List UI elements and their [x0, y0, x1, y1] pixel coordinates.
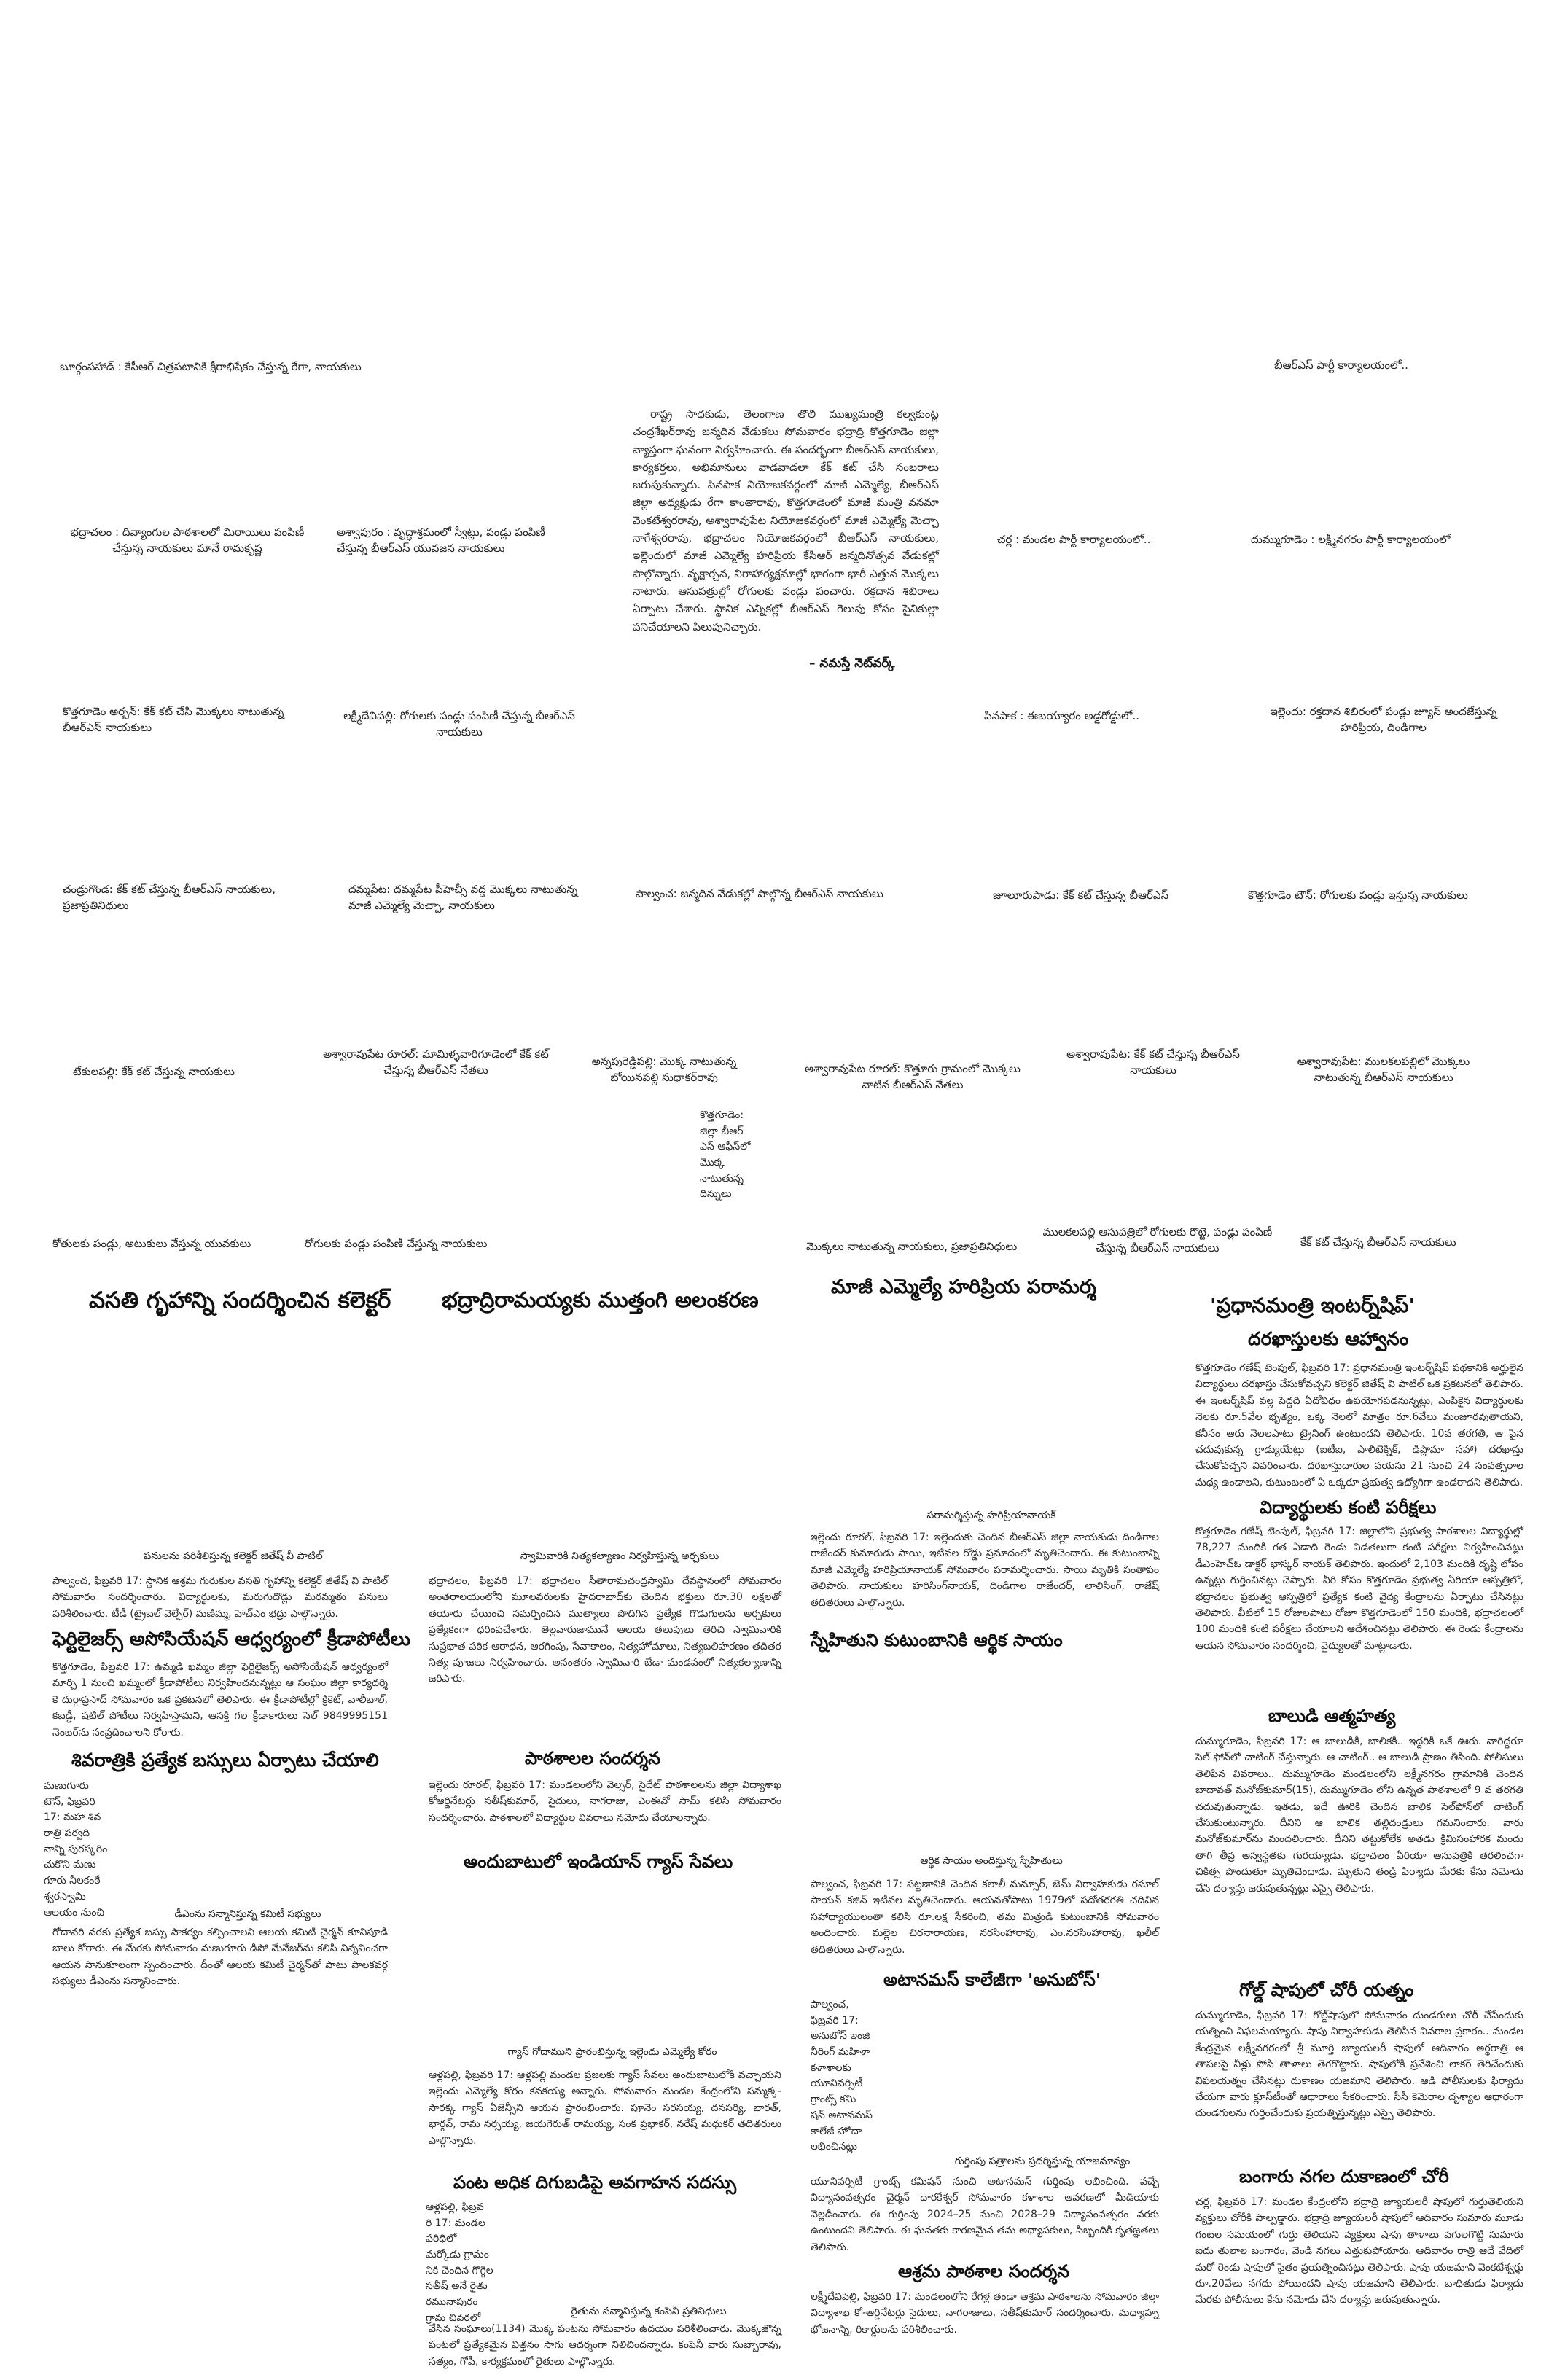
- article-paragraph: దుమ్ముగూడెం, ఫిబ్రవరి 17: ఆ బాలుడికి, బాలికకి.. ఇద్దరికీ ఒకే ఊరు. వారిద్దరూ సెల్ ఫోన్‌లో చాటింగ్ చేస్తున్నారు. ఆ చాటింగ్.. ఆ బాలుడి ప్రాణం తీసింది. పోలీసులు తెలిపిన వివరాలు.. దుమ్ముగూడెం మండలంలోని లక్ష్మీనగరం గ్రామానికి చెందిన బాదావత్ మనోజ్‌కుమార్(15), దుమ్ముగూడెం లోని ఉన్నత పాఠశాలలో 9 వ తరగతి చదువుతున్నాడు. ఇతడు, ఇదే ఊరికి చెందిన బాలిక సెల్‌ఫోన్‌లో చాటింగ్ చేసుకుంటున్నారు. దీనిని ఆ బాలిక తల్లిదండ్రులు గమనించారు. వారు మనోజ్‌కుమార్‌ను మందలించారు. దీనిని తట్టుకోలేక అతడు క్రిమిసంహారక మందు తాగి తీవ్ర అస్వస్థతకు గురయ్యాడు. భద్రాచలం ఏరియా ఆసుపత్రికి తరలించగా చికిత్స పొందుతూ మృతిచెందాడు. మృతుని తండ్రి ఫిర్యాదు మేరకు కేసు నమోదు చేసి దర్యాప్తు జరుపుతున్నట్లు ఎస్సై తెలిపారు.: [1195, 1736, 1523, 1895]
- photo-caption: ఇల్లెందు: రక్తదాన శిబిరంలో పండ్లు జ్యూస్ అందజేస్తున్న హరిప్రియ, దిండిగాల: [1270, 705, 1497, 734]
- article-body: [52, 1924, 388, 1994]
- article-narrow-column: [44, 1779, 124, 1921]
- article-body: [429, 2321, 781, 2373]
- photo-caption: కేక్ కట్ చేస్తున్న బీఆర్ఎస్ నాయకులు: [1300, 1236, 1456, 1249]
- article-line: రాత్రి పర్వది: [44, 1827, 90, 1840]
- feature-story: [633, 405, 939, 640]
- article-paragraph: చర్ల, ఫిబ్రవరి 17: మండల కేంద్రంలోని భద్రాద్రి జ్యూయలరీ షాపులో గుర్తుతెలియని వ్యక్తులు చోరీకి పాల్పడ్డారు. భద్రాద్రి జ్యూయలరీ షాపులో ఆదివారం సుమారు మూడు గంటల సమయంలో గుర్తు తెలియని వ్యక్తులు షాపు తాళాలు పగులగొట్టి సుమారు ఐదు తులాల బంగారం, వెండి నగలు ఎత్తుకుపోయారు. ఆదివారం రాత్రి ఆదే వేదిలో మరో రెండు షాపులో సైతం ప్రయత్నించినట్లు తెలిపారు. షాపు యజమాని వెంకటేశ్వర్లు రూ.20వేలు నగదు పోయిందని షాపు యజమాని తెలిపారు. బాధితుడు ఫిర్యాదు మేరకు పోలీసులు కేసు నమోదు చేసి దర్యాప్తు జరుపుతున్నారు.: [1195, 2196, 1523, 2306]
- photo-caption: ములకలపల్లి ఆసుపత్రిలో రోగులకు రొట్టె, పండ్లు పంపిణీ చేస్తున్న బీఆర్ఎస్ నాయకులు: [1042, 1225, 1273, 1255]
- photo-caption: స్వామివారికి నిత్యకల్యాణం నిర్వహిస్తున్న అర్చకులు: [520, 1550, 719, 1562]
- article-narrow-column: [811, 1997, 913, 2155]
- headline: వసతి గృహాన్ని సందర్శించిన కలెక్టర్: [89, 1287, 391, 1314]
- article-paragraph: వేసిన సంఘాలు(1134) మొక్క పంటను సోమవారం ఉదయం పరిశీలించారు. మొక్కజొన్న పంటలో ప్రత్యేకమైన విత్తనం సాగు ఆదర్శంగా నిలిచిందన్నారు. కంపెనీ వారు సుబ్బారావు, సత్యం, గోపీ, కార్యక్రమంలో రైతులు పాల్గొన్నారు.: [429, 2323, 781, 2368]
- photo-caption: చర్ల : మండల పార్టీ కార్యాలయంలో..: [997, 533, 1151, 546]
- article-paragraph: కొత్తగూడెం గణేష్ టెంపుల్, ఫిబ్రవరి 17: జిల్లాలోని ప్రభుత్వ పాఠశాలల విద్యార్థుల్లో 78,227 మందికి గత ఏడాది రెండు విడతలుగా కంటి పరీక్షలు నిర్వహించినట్లు డీఎంహెచ్ఓ డాక్టర్ భాస్కర్ నాయక్ తెలిపారు. ఇందులో 2,103 మందికి దృష్టి లోపం ఉన్నట్లు గుర్తించినట్లు చెప్పారు. వీరి కోసం కొత్తగూడెం ప్రభుత్వ ఏరియా ఆస్పత్రిలో, భద్రాచలం ప్రభుత్వ ఆస్పత్రిలో ప్రత్యేక కంటి వైద్య కేంద్రాలను ఏర్పాటు చేసినట్లు తెలిపారు. వీటిలో 15 రోజులపాటు రోజూ కొత్తగూడెంలో 150 మందికి, భద్రాచలంలో 100 మందికి కంటి పరీక్షలు చేయాలని ఆదేశించినట్లు తెలిపారు. ఈ రెండు కేంద్రాలను ఆయన సోమవారం సందర్శించి, వైద్యులతో మాట్లాడారు.: [1195, 1526, 1523, 1652]
- article-body: [1195, 2194, 1523, 2312]
- photo-caption: చండ్రుగొండ: కేక్ కట్ చేస్తున్న బీఆర్ఎస్ నాయకులు, ప్రజాప్రతినిధులు: [63, 883, 276, 912]
- caption-vertical: [700, 1108, 780, 1203]
- headline: విద్యార్థులకు కంటి పరీక్షలు: [1260, 1497, 1437, 1518]
- headline: భద్రాద్రిరామయ్యకు ముత్తంగి అలంకరణ: [442, 1287, 759, 1312]
- photo-caption: కొత్తగూడెం టౌన్: రోగులకు పండ్లు ఇస్తున్న నాయకులు: [1248, 889, 1468, 902]
- article-line: ఆలయం నుంచి: [44, 1906, 105, 1919]
- article-line: ఆళ్లపల్లి, ఫిబ్రవ: [426, 2201, 484, 2213]
- article-body: [811, 1529, 1159, 1615]
- photo-caption: రోగులకు పండ్లు పంపిణీ చేస్తున్న నాయకులు: [305, 1237, 488, 1250]
- photo-caption: కోతులకు పండ్లు, అటుకులు వేస్తున్న యువకులు: [52, 1237, 251, 1250]
- photo-caption: ఆర్థిక సాయం అందిస్తున్న స్నేహితులు: [920, 1855, 1063, 1867]
- photo-caption: దమ్మపేట: దమ్మపేట పీహెచ్సీ వద్ద మొక్కలు నాటుతున్న మాజీ ఎమ్మెల్యే మెచ్చా, నాయకులు: [348, 883, 578, 912]
- photo-caption: అన్నపురెడ్డిపల్లి: మొక్క నాటుతున్న బోయినపల్లి సుధాకర్‌రావు: [591, 1055, 737, 1084]
- subheadline: దరఖాస్తులకు ఆహ్వానం: [1248, 1328, 1409, 1349]
- headline: గోల్డ్ షాపులో చోరీ యత్నం: [1239, 1980, 1414, 2000]
- article-line: గ్రామ చివరలో: [426, 2311, 481, 2324]
- photo-caption: బూర్గంపహాడ్ : కేసీఆర్ చిత్రపటానికి క్షీరాభిషేకం చేస్తున్న రేగా, నాయకులు: [60, 360, 362, 373]
- caption-line: జిల్లా బీఆర్: [700, 1125, 744, 1137]
- photo-caption: కొత్తగూడెం అర్బన్: కేక్ కట్ చేసి మొక్కలు నాటుతున్న బీఆర్ఎస్ నాయకులు: [63, 705, 284, 734]
- photo-caption: డీఎంను సన్మానిస్తున్న కమిటీ సభ్యులు: [174, 1908, 321, 1920]
- photo-caption: అశ్వారావుపేట: ములకలపల్లిలో మొక్కలు నాటుతున్న బీఆర్ఎస్ నాయకులు: [1297, 1055, 1470, 1084]
- headline: ఆశ్రమ పాఠశాల సందర్శన: [898, 2261, 1070, 2282]
- article-line: రి 17: మండల: [426, 2217, 485, 2229]
- headline: బంగారు నగల దుకాణంలో చోరీ: [1239, 2166, 1449, 2187]
- caption-line: ఎస్ ఆఫీస్‌లో: [700, 1141, 751, 1153]
- photo-caption: భద్రాచలం : దివ్యాంగుల పాఠశాలలో మిఠాయిలు పంపిణీ చేస్తున్న నాయకులు మానే రామకృష్ణ: [70, 526, 305, 555]
- article-paragraph: పాల్వంచ, ఫిబ్రవరి 17: పట్టణానికి చెందిన కలాలీ మన్సూర్, జెమ్ నిర్వాహకుడు రసూల్ సాయన్ కజిన్ ఇటీవల మృతిచెందారు. ఆయనతోపాటు 1979లో పదోతరగతి చదివిన సహాధ్యాయులంతా కలిసి రూ.లక్ష సేకరించి, తమ మిత్రుడి కుటుంబానికి సోమవారం అందించారు. మల్లెల చిరనారాయణ, నరసింహారావు, ఎం.నరసింహారావు, ఖలీల్ తదితరులు పాల్గొన్నారు.: [811, 1878, 1159, 1956]
- photo-caption: గుర్తింపు పత్రాలను ప్రదర్శిస్తున్న యాజమాన్యం: [954, 2155, 1131, 2167]
- article-paragraph: కొత్తగూడెం, ఫిబ్రవరి 17: ఉమ్మడి ఖమ్మం జిల్లా ఫెర్టిలైజర్స్ అసోసియేషన్ ఆధ్వర్యంలో మార్చి 1 నుంచి ఖమ్మంలో క్రీడాపోటీలు నిర్వహించనున్నట్లు ఆ సంఘం జిల్లా కార్యదర్శి కె దుర్గాప్రసాద్ సోమవారం ఒక ప్రకటనలో తెలిపారు. ఈ క్రీడాపోటీల్లో క్రికెట్, వాలీబాల్, కబడ్డీ, షటిల్ పోటీలు నిర్వహిస్తామని, ఆసక్తి గల క్రీడాకారులు సెల్ 9849995151 నెంబర్‌ను సంప్రదించాలని కోరారు.: [52, 1661, 388, 1739]
- article-body: [1195, 1733, 1523, 1900]
- article-line: శ్వరస్వామి: [44, 1890, 86, 1903]
- article-body: [1195, 1360, 1523, 1494]
- photo-caption: జూలూరుపాడు: కేక్ కట్ చేస్తున్న బీఆర్ఎస్: [993, 889, 1169, 902]
- photo-caption: పినపాక : ఈబయ్యారం అడ్డరోడ్డులో..: [984, 709, 1140, 722]
- article-body: [811, 2174, 1159, 2259]
- article-line: లభించినట్లు: [811, 2141, 858, 2153]
- headline: బాలుడి ఆత్మహత్య: [1268, 1706, 1396, 1726]
- article-line: కాలేజీ హోదా: [811, 2125, 862, 2137]
- article-paragraph: కొత్తగూడెం గణేష్ టెంపుల్, ఫిబ్రవరి 17: ప్రధానమంత్రి ఇంటర్న్‌షిప్ పథకానికి అర్హులైన విద్యార్థులు దరఖాస్తు చేసుకోవచ్చని కలెక్టర్ జితేష్ వి పాటిల్ ఒక ప్రకటనలో తెలిపారు. ఈ ఇంటర్న్‌షిప్ వల్ల పెద్దది ఏదోవిధం ఉపయోగపడనున్నట్లు, ఎంపికైన విద్యార్థులకు నెలకు రూ.5వేల భృత్యం, ఒక్క నెలలో మాత్రం రూ.6వేలు మంజూరవుతాయని, కనీసం ఆరు నెలలపాటు ట్రైనింగ్ ఉంటుందని తెలిపారు. 10వ తరగతి, ఆ పైన చదువుకున్న గ్రాడ్యుయేట్లు (ఐటీఐ, పాలిటెక్నిక్, డిప్లొమా సహా) దరఖాస్తు చేసుకోవచ్చని వివరించారు. దరఖాస్తుదారుల వయసు 21 నుంచి 24 సంవత్సరాల మధ్య ఉండాలని, కుటుంబంలో ఏ ఒక్కరూ ప్రభుత్వ ఉద్యోగిగా ఉండరాదని తెలిపారు.: [1195, 1362, 1523, 1489]
- article-line: పాల్వంచ,: [811, 1999, 849, 2010]
- article-body: [429, 1573, 781, 1691]
- headline: 'ప్రధానమంత్రి ఇంటర్న్‌షిప్': [1210, 1293, 1416, 1317]
- article-line: చుకొని మణు: [44, 1859, 96, 1871]
- photo-caption: అశ్వారావుపేట రూరల్: కొత్తూరు గ్రామంలో మొక్కలు నాటిన బీఆర్ఎస్ నేతలు: [805, 1062, 1021, 1091]
- photo-caption: మొక్కలు నాటుతున్న నాయకులు, ప్రజాప్రతినిధులు: [806, 1240, 1018, 1253]
- headline: పాఠశాలల సందర్శన: [525, 1748, 660, 1768]
- photo-caption: పనులను పరిశీలిస్తున్న కలెక్టర్ జితేష్ వీ పాటిల్: [144, 1550, 323, 1562]
- article-line: షన్ అటానమస్: [811, 2109, 873, 2121]
- article-line: పరిధిలో: [426, 2233, 457, 2245]
- photo-caption: దుమ్ముగూడెం : లక్ష్మీనగరం పార్టీ కార్యాలయంలో: [1251, 533, 1451, 546]
- caption-line: కొత్తగూడెం:: [700, 1109, 744, 1121]
- photo-caption: అశ్వాపురం : వృద్ధాశ్రమంలో స్వీట్లు, పండ్లు పంపిణీ చేస్తున్న బీఆర్ఎస్ యువజన నాయకులు: [337, 526, 545, 555]
- article-paragraph: ఆళ్లపల్లి, ఫిబ్రవరి 17: ఆళ్లపల్లి మండల ప్రజలకు గ్యాస్ సేవలు అందుబాటులోకి వచ్చాయని ఇల్లెందు ఎమ్మెల్యే కోరం కనకయ్య అన్నారు. సోమవారం మండల కేంద్రంలోని సమ్మక్క-సారక్క గ్యాస్ ఏజెన్సీని ఆయన ప్రారంభించారు. పూనెం సరసయ్య, దనసర్యి, భారత్, భార్గవ్, రామ నర్సయ్య, జయగెరుత్ రామయ్య, సంక ప్రభాకర్, నరేష్ మధుకర్ తదితరులు పాల్గొన్నారు.: [429, 2069, 781, 2147]
- article-body: [1195, 2008, 1523, 2126]
- article-body: [811, 2289, 1159, 2341]
- article-paragraph: గోదావరి వరకు ప్రత్యేక బస్సు సౌకర్యం కల్పించాలని ఆలయ కమిటీ చైర్మన్ కూనిపూడి బాలు కోరారు. ఈ మేరకు సోమవారం మణుగూరు డిపో మేనేజర్‌ను కలిసి విన్నవించగా ఆయన సానుకూలంగా స్పందించారు. దీంతో ఆలయ కమిటీ చైర్మన్‌తో పాటు పాలకవర్గ సభ్యులు డీఎంను సన్మానించారు.: [52, 1927, 388, 1988]
- article-body: [1195, 1523, 1523, 1658]
- article-narrow-column: [426, 2200, 520, 2327]
- photo-caption: పరామర్శిస్తున్న హరిప్రియానాయక్: [926, 1510, 1056, 1521]
- article-paragraph: ఇల్లెందు రూరల్, ఫిబ్రవరి 17: ఇల్లెందుకు చెందిన బీఆర్ఎస్ జిల్లా నాయకుడు దిండిగాల రాజేందర్ కుమారుడు సాయి, ఇటీవల రోడ్డు ప్రమాదంలో మృతిచెందారు. ఈ కుటుంబాన్ని మాజీ ఎమ్మెల్యే హరిప్రియానాయక్ సోమవారం పరామర్శించారు. సాయి మృతికి సంతాపం తెలిపారు. నాయకులు హరిసింగ్‌నాయక్, దిండిగాల రాజేందర్, లాలిసింగ్, రాజేష్ తదితరులు పాల్గొన్నారు.: [811, 1532, 1159, 1609]
- feature-paragraph: రాష్ట్ర సాధకుడు, తెలంగాణ తొలి ముఖ్యమంత్రి కల్వకుంట్ల చంద్రశేఖర్‌రావు జన్మదిన వేడుకలు సోమవారం భద్రాద్రి కొత్తగూడెం జిల్లా వ్యాప్తంగా ఘనంగా నిర్వహించారు. ఈ సందర్భంగా బీఆర్ఎస్ నాయకులు, కార్యకర్తలు, అభిమానులు వాడవాడలా కేక్ కట్ చేసి సంబరాలు జరుపుకున్నారు. పినపాక నియోజకవర్గంలో మాజీ ఎమ్మెల్యే, బీఆర్ఎస్ జిల్లా అధ్యక్షుడు రేగా కాంతారావు, కొత్తగూడెంలో మాజీ మంత్రి వనమా వెంకటేశ్వరరావు, అశ్వారావుపేట నియోజకవర్గంలో మాజీ ఎమ్మెల్యే మెచ్చా నాగేశ్వరరావు, భద్రాచలం నియోజకవర్గంలో బీఆర్ఎస్ నాయకులు, ఇల్లెందులో మాజీ ఎమ్మెల్యే హరిప్రియ కేసీఆర్ జన్మదినోత్సవ వేడుకల్లో పాల్గొన్నారు. వృక్షార్చన, నిరాహార్యక్షమాల్లో భాగంగా భారీ ఎత్తున మొక్కలు నాటారు. ఆసుపత్రుల్లో రోగులకు పండ్లు పంచారు. రక్తదాన శిబిరాలు ఏర్పాటు చేశారు. స్థానిక ఎన్నికల్లో బీఆర్ఎస్ గెలుపు కోసం సైనికుల్లా పనిచేయాలని పిలుపునిచ్చారు.: [633, 407, 939, 633]
- headline: అందుబాటులో ఇండియాన్ గ్యాస్ సేవలు: [464, 1852, 733, 1872]
- article-line: యూనివర్సిటీ: [811, 2077, 863, 2090]
- photo-caption: రైతును సన్మానిస్తున్న కంపెనీ ప్రతినిధులు: [571, 2306, 727, 2317]
- article-paragraph: భద్రాచలం, ఫిబ్రవరి 17: భద్రాచలం సీతారామచంద్రస్వామి దేవస్థానంలో సోమవారం అంతరాలయంలోని మూలవరులకు హైదరాబాద్‌కు చెందిన భక్తులు రూ.30 లక్షలతో తయారు చేయించి సమర్పించిన ముత్యాలు పొదిగిన ప్రత్యేక గొడుగులను అర్చకులు ప్రత్యేకంగా ధరింపచేశారు. తెల్లవారుజామునే ఆలయ తలుపులు తెరిచి స్వామివారికి సుప్రభాత పఠిక ఆరాధన, ఆరగింపు, సేవాకాలం, నిత్యహోమాలు, నిత్యబలిహరణం తదితర నిత్య పూజలు నిర్వహించారు. అనంతరం స్వామివారి బేడా మండపంలో నిత్యకల్యాణాన్ని జరిపారు.: [429, 1575, 781, 1685]
- article-paragraph: దుమ్ముగూడెం, ఫిబ్రవరి 17: గోల్డ్‌షాపులో సోమవారం దుండగులు చోరీ చేసేందుకు యత్నించి విఫలమయ్యారు. షాపు నిర్వాహకుడు తెలిపిన వివరాల ప్రకారం.. మండల కేంద్రమైన లక్ష్మీనగరంలో శ్రీ మూర్తి జ్యూయలరీ షాపులో ఆదివారం అర్థరాత్రి ఆ తాపలపై నీళ్లు పోసి తాళాలు తెగగొట్టారు. షాపులోకి ప్రవేశించి లాకర్ తెరిచేందుకు విఫలయత్నం చేసినట్లు దుకాణం యజమాని తెలిపారు. ఆడి పోలీసులకు ఫిర్యాదు చేయగా వారు క్లూస్‌టీంతో ఆధారాలు సేకరించారు. సీసీ కెమెరాల దృశ్యాల ఆధారంగా దుండగులను గుర్తించేందుకు ప్రయత్నిస్తున్నట్లు ఎస్సై తెలిపారు.: [1195, 2010, 1523, 2120]
- article-paragraph: ఇల్లెందు రూరల్, ఫిబ్రవరి 17: మండలంలోని వెల్సర్, సైదేట్ పాఠశాలలను జిల్లా విద్యాశాఖ కోఆర్డినేటర్లు సతీష్‌కుమార్, సైదులు, నాగరాజు, ఎంఈవో సామ్ కలిసి సోమవారం సందర్శించారు. పాఠశాలలో విద్యార్థుల వివరాలు నమోదు చేయాలన్నారు.: [429, 1779, 781, 1824]
- article-line: నీరింగ్ మహిళా: [811, 2046, 870, 2059]
- article-line: గూరు నీలకంఠే: [44, 1875, 101, 1887]
- headline: స్నేహితుని కుటుంబానికి ఆర్థిక సాయం: [811, 1630, 1063, 1650]
- article-body: [429, 1777, 781, 1830]
- article-line: నికి చెందిన గొగ్గెల: [426, 2264, 493, 2276]
- photo-caption: టేకులపల్లి: కేక్ కట్ చేస్తున్న నాయకులు: [73, 1065, 235, 1078]
- article-line: మర్కోడు గ్రామం: [426, 2249, 489, 2261]
- article-body: [52, 1573, 388, 1626]
- headline: ఫెర్టిలైజర్స్ అసోసియేషన్ ఆధ్వర్యంలో క్రీడాపోటీలు: [52, 1628, 411, 1650]
- article-paragraph: లక్ష్మీదేవిపల్లి, ఫిబ్రవరి 17: మండలంలోని రేగళ్ల తండా ఆశ్రమ పాఠశాలను సోమవారం జిల్లా విద్యాశాఖ కో-ఆర్డినేటర్లు సైదులు, నాగరాజులు, సతీష్‌కుమార్ సందర్శించారు. మధ్యాహ్న భోజనాన్ని, రికార్డులను పరిశీలించారు.: [811, 2291, 1159, 2336]
- photo-caption: గ్యాస్ గోదాముని ప్రారంభిస్తున్న ఇల్లెందు ఎమ్మెల్యే కోరం: [507, 2046, 717, 2058]
- article-line: రమునాపురం: [426, 2296, 478, 2309]
- headline: శివరాత్రికి ప్రత్యేక బస్సులు ఏర్పాటు చేయాలి: [71, 1749, 379, 1771]
- article-body: [811, 1876, 1159, 1962]
- article-line: కళాశాలకు: [811, 2061, 851, 2074]
- article-paragraph: యూనివర్సిటీ గ్రాంట్స్ కమిషన్ నుంచి అటానమస్ గుర్తింపు లభించింది. వచ్చే విద్యాసంవత్సరం చైర్మన్ దారకేశ్వర్ సోమవారం కళాశాల ఆవరణలో మీడియాకు వెల్లడించారు. ఈ గుర్తింపు 2024–25 నుంచి 2028–29 విద్యాసంవత్సరం వరకు ఉంటుందని తెలిపారు. ఈ ఘనతకు కారణమైన తమ అధ్యాపకులు, సిబ్బందికి కృతజ్ఞతలు తెలిపారు.: [811, 2176, 1159, 2253]
- article-line: 17: మహా శివ: [44, 1811, 101, 1824]
- photo-caption: అశ్వారావుపేట రూరల్: మామిళ్ళవారిగూడెంలో కేక్ కట్ చేస్తున్న బీఆర్ఎస్ నేతలు: [323, 1047, 549, 1077]
- article-line: టౌన్, ఫిబ్రవరి: [44, 1795, 95, 1808]
- photo-caption: అశ్వారావుపేట: కేక్ కట్ చేస్తున్న బీఆర్ఎస్ నాయకులు: [1066, 1047, 1240, 1077]
- article-line: మణుగూరు: [44, 1780, 89, 1792]
- headline: అటానమస్ కాలేజీగా 'అనుబోస్': [883, 1970, 1101, 1990]
- article-body: [52, 1659, 388, 1744]
- article-line: నాన్ని పురస్కరిం: [44, 1843, 108, 1855]
- photo-caption: లక్ష్మీదేవిపల్లి: రోగులకు పండ్లు పంపిణీ చేస్తున్న బీఆర్ఎస్ నాయకులు: [343, 709, 575, 738]
- article-body: [429, 2067, 781, 2153]
- caption-line: మొక్క: [700, 1157, 725, 1169]
- caption-line: నాటుతున్న: [700, 1172, 744, 1185]
- caption-line: దిన్నులు: [700, 1188, 732, 1201]
- article-paragraph: పాల్వంచ, ఫిబ్రవరి 17: స్థానిక ఆశ్రమ గురుకుల వసతి గృహాన్ని కలెక్టర్ జితేష్ వి పాటిల్ సోమవారం సందర్శించారు. విద్యార్థులకు, మరుగుదొడ్లు మరమ్మతు పనులు పరిశీలించారు. టీడీ (ట్రైబల్ వెల్ఫేర్) మణిమ్మ, హెచ్ఎం భద్రు పాల్గొన్నారు.: [52, 1575, 388, 1620]
- article-line: గ్రాంట్స్ కమి: [811, 2094, 856, 2106]
- photo-caption: పాల్వంచ: జన్మదిన వేడుకల్లో పాల్గొన్న బీఆర్ఎస్ నాయకులు: [636, 887, 883, 900]
- photo-caption: బీఆర్ఎస్ పార్టీ కార్యాలయంలో..: [1274, 359, 1408, 372]
- headline: మాజీ ఎమ్మెల్యే హరిప్రియ పరామర్శ: [831, 1276, 1097, 1298]
- feature-byline: – నమస్తే నెట్‌వర్క్: [809, 656, 895, 671]
- article-line: సతీష్ అనే రైతు: [426, 2280, 488, 2293]
- article-line: అనుబోస్ ఇంజి: [811, 2030, 870, 2042]
- article-line: ఫిబ్రవరి 17:: [811, 2014, 859, 2026]
- headline: పంట అధిక దిగుబడిపై అవగాహన సదస్సు: [453, 2172, 737, 2193]
